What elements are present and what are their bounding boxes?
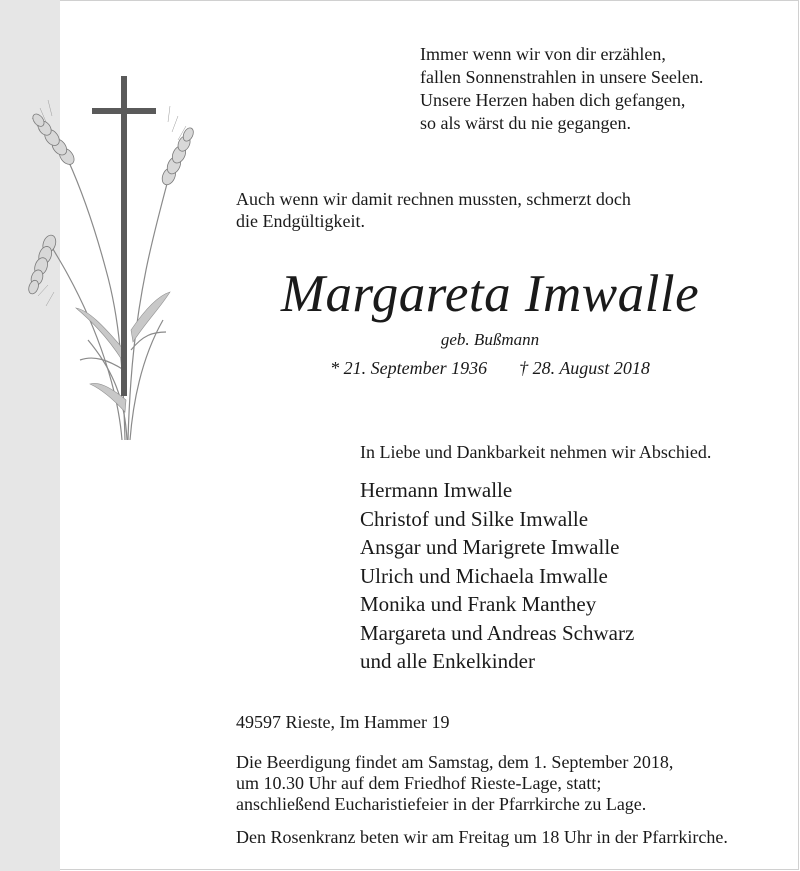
poem xyxy=(420,43,780,135)
poem-line: Unsere Herzen haben dich gefangen, xyxy=(420,90,686,110)
deceased-name: Margareta Imwalle xyxy=(280,265,700,323)
intro-text xyxy=(236,188,756,232)
mourner-item: Monika und Frank Manthey xyxy=(360,592,597,616)
funeral-line: Die Beerdigung findet am Samstag, dem 1. September 2018, xyxy=(236,752,674,772)
poem-line: so als wärst du nie gegangen. xyxy=(420,113,631,133)
rosary-note: Den Rosenkranz beten wir am Freitag um 18 Uhr in der Pfarrkirche. xyxy=(236,827,728,847)
cross-with-wheat-icon xyxy=(28,70,198,450)
birth-date: * 21. September 1936 xyxy=(330,358,488,378)
mourner-item: Christof und Silke Imwalle xyxy=(360,506,589,531)
funeral-line: um 10.30 Uhr auf dem Friedhof Rieste-Lage, statt; xyxy=(236,773,602,793)
mourner-item: und alle Enkelkinder xyxy=(360,649,535,673)
mourner-item: Ulrich und Michaela Imwalle xyxy=(360,563,608,588)
intro-line: die Endgültigkeit. xyxy=(236,211,365,231)
mourner-item: Margareta und Andreas Schwarz xyxy=(360,620,635,645)
farewell-text: In Liebe und Dankbarkeit nehmen wir Abschied. xyxy=(360,442,712,462)
poem-line: Immer wenn wir von dir erzählen, xyxy=(420,44,666,64)
life-dates xyxy=(230,357,750,379)
intro-line: Auch wenn wir damit rechnen mussten, schmerzt doch xyxy=(236,189,631,209)
funeral-details xyxy=(236,752,796,815)
poem-line: fallen Sonnenstrahlen in unsere Seelen. xyxy=(420,67,704,87)
mourner-item: Ansgar und Marigrete Imwalle xyxy=(360,535,620,559)
birth-name: geb. Bußmann xyxy=(440,330,540,349)
mourner-item: Hermann Imwalle xyxy=(360,478,513,502)
mourners-list xyxy=(360,476,780,676)
family-address: 49597 Rieste, Im Hammer 19 xyxy=(236,712,450,732)
death-date: † 28. August 2018 xyxy=(519,358,650,378)
funeral-line: anschließend Eucharistiefeier in der Pfarrkirche zu Lage. xyxy=(236,794,647,814)
